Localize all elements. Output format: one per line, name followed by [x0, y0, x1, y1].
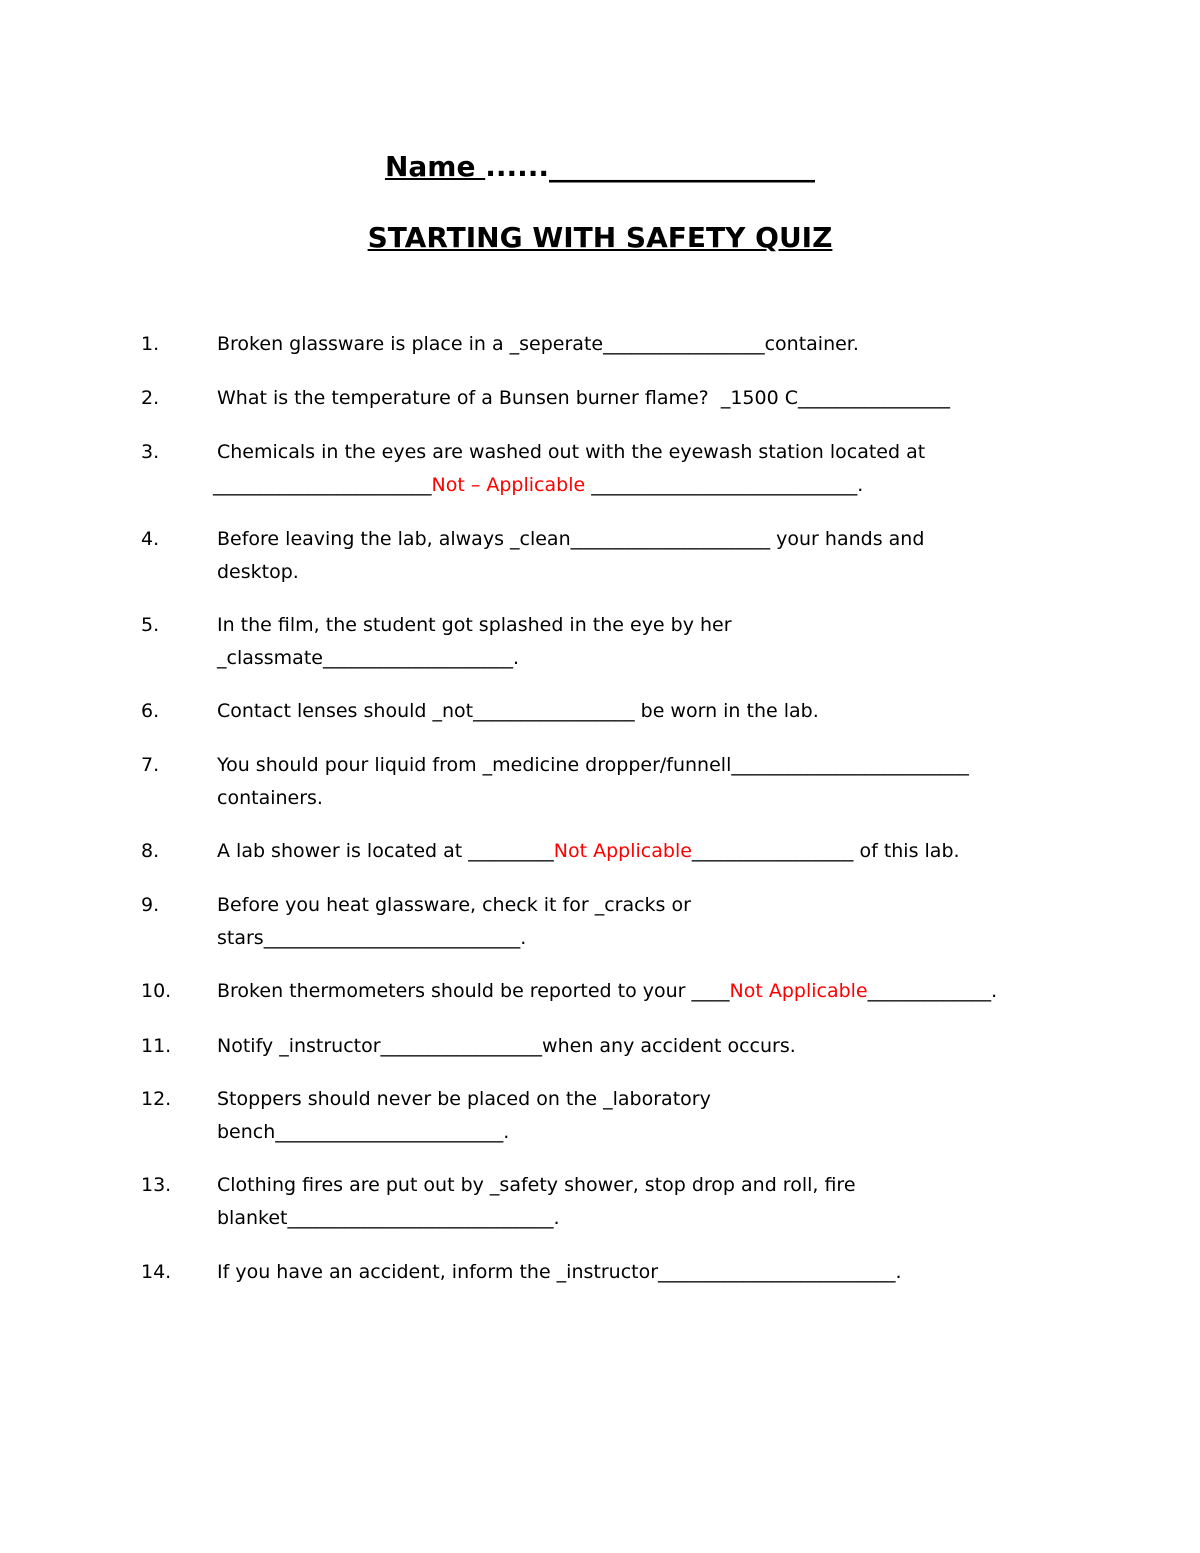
question-number: 2.	[141, 387, 160, 409]
question-text: Clothing fires are put out by _safety shower, stop drop and roll, fire	[217, 1174, 856, 1196]
question-number: 11.	[141, 1035, 172, 1057]
question-text-end: _________________ of this lab.	[691, 840, 960, 862]
question-number: 12.	[141, 1088, 172, 1110]
question-number: 10.	[141, 980, 172, 1002]
name-field	[0, 150, 1200, 183]
question-number: 13.	[141, 1174, 172, 1196]
question-number: 5.	[141, 614, 160, 636]
question-text: What is the temperature of a Bunsen burner flame? _1500 C________________	[217, 387, 950, 409]
question-answer-line	[213, 469, 863, 502]
question-text: Contact lenses should _not_________________ be worn in the lab.	[217, 700, 819, 722]
answer-red-text: Not – Applicable	[431, 474, 586, 496]
question-text-start: Broken thermometers should be reported to your ____	[217, 980, 730, 1002]
question-text-continued: bench________________________.	[217, 1121, 510, 1143]
question-number: 14.	[141, 1261, 172, 1283]
question-number: 4.	[141, 528, 160, 550]
question-text: Notify _instructor_________________when any accident occurs.	[217, 1035, 796, 1057]
question-text: Stoppers should never be placed on the _laboratory	[217, 1088, 711, 1110]
question-text-end: _____________.	[867, 980, 998, 1002]
answer-red-text: Not Applicable	[729, 980, 868, 1002]
question-14	[0, 1256, 1200, 1388]
question-text	[217, 975, 997, 1008]
question-number: 8.	[141, 840, 160, 862]
answer-red-text: Not Applicable	[553, 840, 692, 862]
question-text: You should pour liquid from _medicine dropper/funnell_________________________	[217, 754, 969, 776]
question-text: Chemicals in the eyes are washed out with the eyewash station located at	[217, 441, 926, 463]
question-text: Broken glassware is place in a _seperate_________________container.	[217, 333, 859, 355]
question-text-continued: desktop.	[217, 561, 299, 583]
page-title: STARTING WITH SAFETY QUIZ	[367, 221, 833, 254]
question-text: Before leaving the lab, always _clean_____________________ your hands and	[217, 528, 925, 550]
question-number: 3.	[141, 441, 160, 463]
question-text	[217, 835, 960, 868]
question-text-continued: stars___________________________.	[217, 927, 527, 949]
question-text-continued: _classmate____________________.	[217, 647, 519, 669]
question-text-continued: blanket____________________________.	[217, 1207, 560, 1229]
question-number: 1.	[141, 333, 160, 355]
question-text-start: A lab shower is located at _________	[217, 840, 554, 862]
question-number: 6.	[141, 700, 160, 722]
answer-blank: ____________________________.	[585, 474, 864, 496]
question-number: 7.	[141, 754, 160, 776]
name-label: Name	[384, 150, 486, 183]
question-text: In the film, the student got splashed in the eye by her	[217, 614, 732, 636]
question-text: Before you heat glassware, check it for _cracks or	[217, 894, 691, 916]
question-text: If you have an accident, inform the _instructor_________________________.	[217, 1261, 902, 1283]
name-blank: ......___________________	[485, 150, 816, 183]
question-text-continued: containers.	[217, 787, 323, 809]
answer-blank: _______________________	[213, 474, 432, 496]
question-number: 9.	[141, 894, 160, 916]
